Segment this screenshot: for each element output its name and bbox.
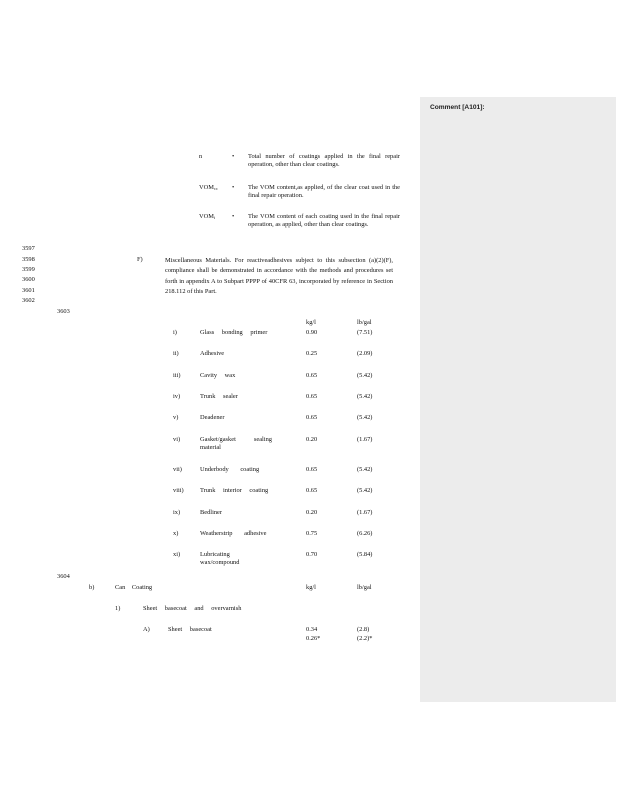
line-number: 3601 <box>22 287 35 294</box>
row-lb: (5.42) <box>357 414 373 421</box>
definition-text: Total number of coatings applied in the final repair operation, other than clear coatings. <box>248 153 400 168</box>
row-number: x) <box>173 530 179 537</box>
row-lb: (7.51) <box>357 329 373 336</box>
sheet-basecoat-label: 1) <box>115 605 121 612</box>
sheet-basecoat-a-kg-alt: 0.26* <box>306 635 321 642</box>
row-name: Gasket/gasket sealing material <box>200 436 272 451</box>
sheet-basecoat-a-lb-alt: (2.2)* <box>357 635 373 642</box>
sheet-basecoat-a-kg: 0.34 <box>306 626 318 633</box>
column-header-lb: lb/gal <box>357 319 372 326</box>
row-name: Trunk sealer <box>200 393 238 400</box>
row-number: vi) <box>173 436 181 443</box>
line-number: 3600 <box>22 276 35 283</box>
row-kg: 0.20 <box>306 509 318 516</box>
sheet-basecoat-a-title: Sheet basecoat <box>168 626 212 633</box>
row-kg: 0.20 <box>306 436 318 443</box>
comment-title: Comment [A101]: <box>430 104 485 111</box>
row-name: Adhesive <box>200 350 225 357</box>
row-name: Deadener <box>200 414 225 421</box>
row-name: Weatherstrip adhesive <box>200 530 267 537</box>
row-number: xi) <box>173 551 181 558</box>
sheet-basecoat-a-lb: (2.8) <box>357 626 370 633</box>
definition-text: The VOM content,as applied, of the clear coat used in the final repair operation. <box>248 184 400 199</box>
row-kg: 0.65 <box>306 487 318 494</box>
sheet-basecoat-a-label: A) <box>143 626 150 633</box>
definition-bullet: • <box>232 213 235 220</box>
row-lb: (5.42) <box>357 466 373 473</box>
row-lb: (5.42) <box>357 393 373 400</box>
row-name: Bedliner <box>200 509 223 516</box>
row-kg: 0.65 <box>306 393 318 400</box>
line-number: 3597 <box>22 245 35 252</box>
can-coating-label: b) <box>89 584 95 591</box>
definition-symbol: n <box>199 153 203 160</box>
row-lb: (1.67) <box>357 509 373 516</box>
row-number: i) <box>173 329 177 336</box>
definition-bullet: • <box>232 153 235 160</box>
can-coating-column-kg: kg/l <box>306 584 316 591</box>
section-f-text: Miscellaneous Materials. For reactiveadhesives subject to this subsection (a)(2)(F), compliance shall be demonstrated in accordance with the methods and procedures set forth in appendix A to Subpart PPPP of 40CFR 63, incorporated by reference in Section 218.112 of this Part. <box>165 257 393 296</box>
row-number: iii) <box>173 372 181 379</box>
comment-panel <box>420 97 616 702</box>
definition-symbol: $VOM_i$ <box>199 213 216 220</box>
row-number: viii) <box>173 487 184 494</box>
row-name: Trunk interior coating <box>200 487 269 494</box>
row-kg: 0.65 <box>306 466 318 473</box>
definition-symbol: $VOM_{cc}$ <box>199 184 218 191</box>
row-kg: 0.70 <box>306 551 318 558</box>
line-number: 3599 <box>22 266 35 273</box>
row-name: Glass bonding primer <box>200 329 268 336</box>
row-kg: 0.65 <box>306 372 318 379</box>
row-kg: 0.65 <box>306 414 318 421</box>
row-lb: (2.09) <box>357 350 373 357</box>
row-number: ix) <box>173 509 181 516</box>
row-lb: (5.42) <box>357 372 373 379</box>
line-number: 3602 <box>22 297 35 304</box>
row-number: ii) <box>173 350 179 357</box>
can-coating-column-lb: lb/gal <box>357 584 372 591</box>
row-kg: 0.75 <box>306 530 318 537</box>
can-coating-title: Can Coating <box>115 584 153 591</box>
definition-bullet: • <box>232 184 235 191</box>
line-number: 3598 <box>22 256 35 263</box>
row-lb: (5.42) <box>357 487 373 494</box>
row-kg: 0.25 <box>306 350 318 357</box>
row-lb: (1.67) <box>357 436 373 443</box>
row-kg: 0.90 <box>306 329 318 336</box>
definition-text: The VOM content of each coating used in the final repair operation, as applied, other than clear coatings. <box>248 213 400 228</box>
row-number: vii) <box>173 466 182 473</box>
column-header-kg: kg/l <box>306 319 316 326</box>
row-lb: (5.84) <box>357 551 373 558</box>
row-name: Cavity wax <box>200 372 236 379</box>
row-lb: (6.26) <box>357 530 373 537</box>
row-number: iv) <box>173 393 181 400</box>
row-number: v) <box>173 414 179 421</box>
line-number: 3604 <box>57 573 70 580</box>
line-number: 3603 <box>57 308 70 315</box>
row-name: Underbody coating <box>200 466 260 473</box>
sheet-basecoat-title: Sheet basecoat and overvarnish <box>143 605 242 612</box>
section-f-label: F) <box>137 256 143 263</box>
row-name: Lubricating wax/compound <box>200 551 240 566</box>
